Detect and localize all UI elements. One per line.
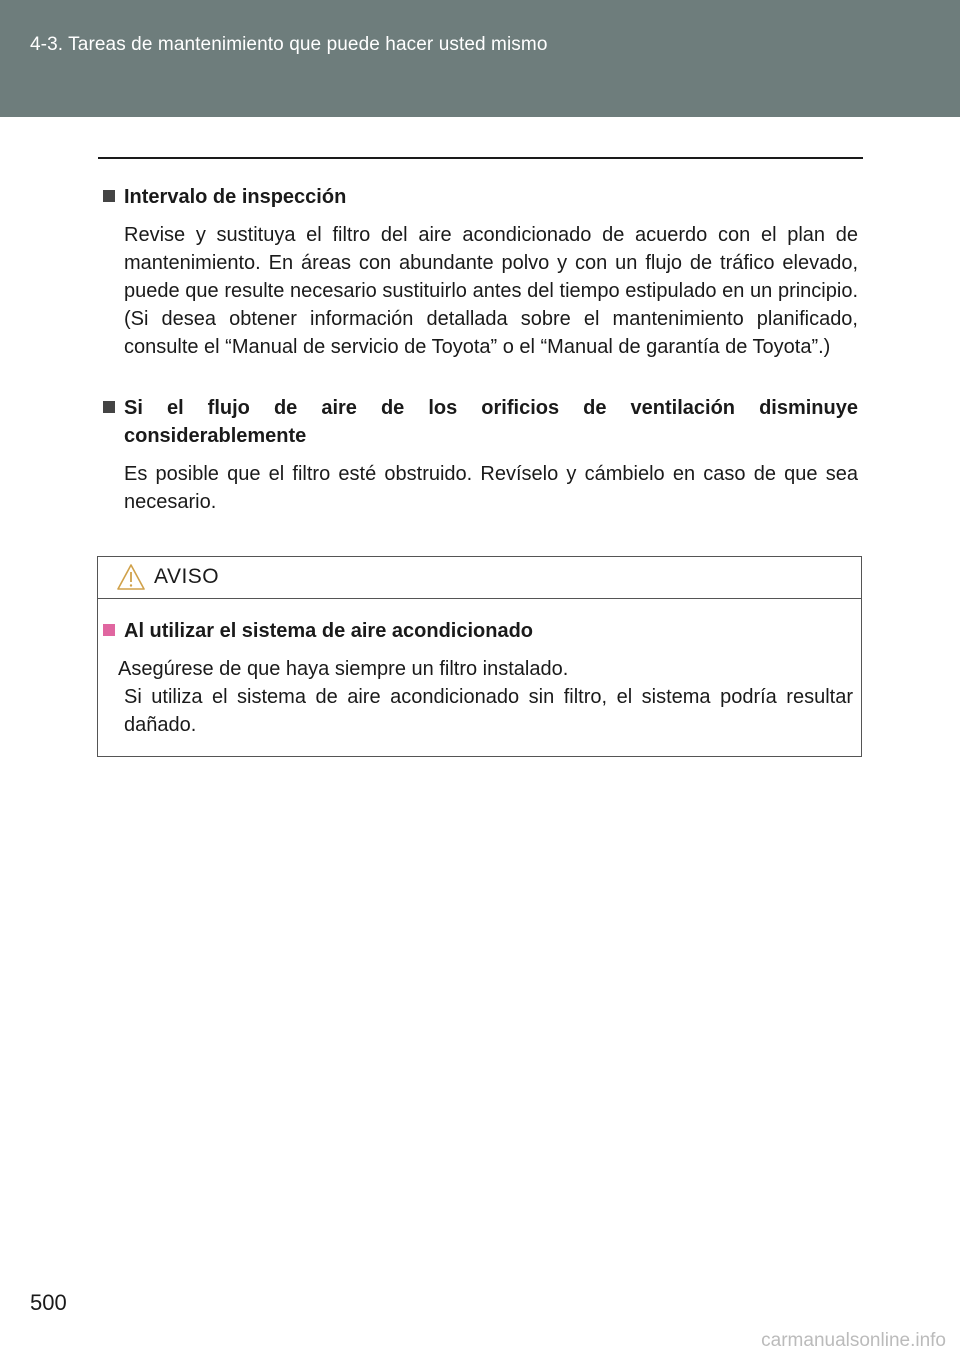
warning-body <box>98 617 853 739</box>
warning-triangle-icon <box>116 563 146 591</box>
square-bullet-icon <box>103 624 115 636</box>
section-divider <box>98 157 863 159</box>
warning-heading-text: Al utilizar el sistema de aire acondicionado <box>124 620 534 642</box>
warning-heading <box>98 617 853 645</box>
section-heading-text: Si el flujo de aire de los orificios de ventilación disminuye considerablemente <box>124 397 858 447</box>
section-body: Revise y sustituya el filtro del aire acondicionado de acuerdo con el plan de mantenimiento. En áreas con abundante polvo y con un flujo de tráfico elevado, puede que resulte necesario sustituirlo antes del tiempo estipulado en un principio. (Si desea obtener información detallada sobre el mantenimiento planificado, consulte el “Manual de servicio de Toyota” o el “Manual de garantía de Toyota”.) <box>124 224 858 358</box>
page-number: 500 <box>30 1290 67 1315</box>
section-inspection-interval <box>98 183 858 361</box>
section-heading <box>98 183 858 211</box>
warning-line-2: Si utiliza el sistema de aire acondicionado sin filtro, el sistema podría resultar dañado. <box>124 686 853 736</box>
square-bullet-icon <box>103 401 115 413</box>
section-heading <box>98 394 858 450</box>
warning-header <box>98 557 861 599</box>
warning-label: AVISO <box>154 565 220 588</box>
page-header <box>0 0 960 117</box>
chapter-title: 4-3. Tareas de mantenimiento que puede hacer usted mismo <box>30 34 548 55</box>
watermark: carmanualsonline.info <box>761 1330 946 1351</box>
warning-line-1: Asegúrese de que haya siempre un filtro instalado. <box>118 658 569 680</box>
warning-box <box>97 556 862 757</box>
section-body: Es posible que el filtro esté obstruido. Revíselo y cámbielo en caso de que sea necesario. <box>124 463 858 513</box>
square-bullet-icon <box>103 190 115 202</box>
section-airflow <box>98 394 858 516</box>
section-heading-text: Intervalo de inspección <box>124 186 347 208</box>
